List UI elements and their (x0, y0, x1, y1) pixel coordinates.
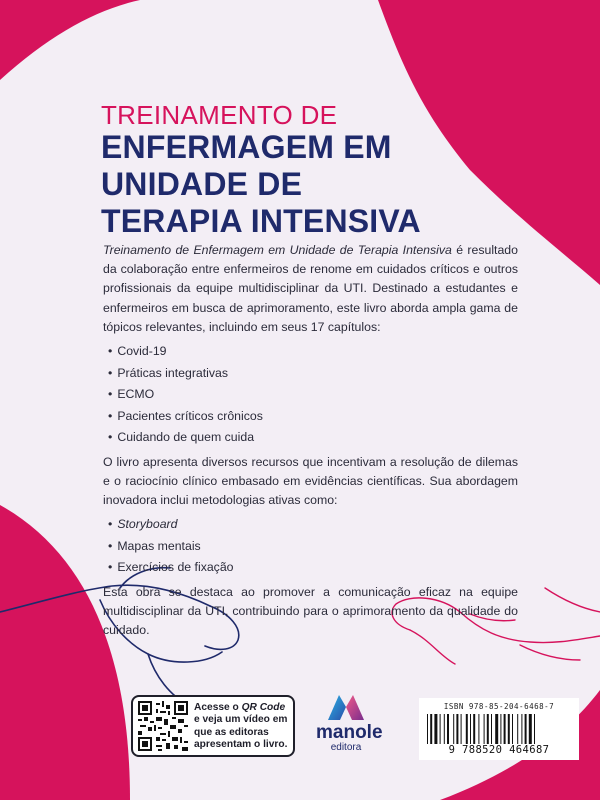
topics-list (103, 341, 518, 449)
list-item: • Mapas mentais (108, 538, 201, 553)
back-cover-text (103, 241, 518, 640)
closing-paragraph: Esta obra se destaca ao promover a comunicação eficaz na equipe multidisciplinar da UTI, contribuindo para o aprimoramento da qualidade do cuidado. (103, 584, 518, 638)
features-paragraph: O livro apresenta diversos recursos que incentivam a resolução de dilemas e o raciocínio clínico embasado em evidências científicas. Sua abordagem inovadora inclui metodologias ativas como: (103, 454, 518, 507)
isbn-number: 9 788520 464687 (448, 744, 550, 756)
qr-code-box (131, 695, 295, 757)
barcode-icon (427, 714, 571, 744)
intro-paragraph (103, 241, 518, 337)
list-item: • ECMO (108, 387, 155, 402)
title-line-3: TERAPIA INTENSIVA (101, 203, 421, 239)
publisher-logo (316, 692, 383, 753)
list-item: • Práticas integrativas (108, 365, 229, 380)
intro-rest: é resultado da colaboração entre enfermeiros de renome em cuidados críticos e outros profissionais da equipe multidisciplinar da UTI. Destinado a estudantes e enfermeiros em busca de aprimoramento, este livro aborda ampla gama de tópicos relevantes, incluindo em seus 17 capítulos: (103, 243, 518, 334)
manole-logo-icon (326, 692, 366, 722)
publisher-subtitle: editora (330, 742, 362, 753)
isbn-barcode (419, 698, 579, 760)
list-item: • Pacientes críticos crônicos (108, 408, 263, 423)
methods-list (103, 514, 518, 579)
intro-italic-title: Treinamento de Enfermagem em Unidade de Terapia Intensiva (103, 243, 452, 257)
list-item: • Covid-19 (108, 344, 167, 359)
qr-code-icon[interactable] (138, 701, 188, 751)
isbn-label: ISBN 978-85-204-6468-7 (443, 702, 555, 711)
title-prefix: TREINAMENTO DE (101, 100, 338, 130)
publisher-name: manole (316, 722, 383, 743)
list-item: • Storyboard (108, 517, 178, 532)
title-line-1: ENFERMAGEM EM (101, 129, 392, 165)
list-item: • Exercícios de fixação (108, 560, 234, 575)
list-item: • Cuidando de quem cuida (108, 430, 255, 445)
qr-instructions: Acesse o QR Code e veja um vídeo em que as editoras apresentam o livro. (194, 702, 288, 750)
title-line-2: UNIDADE DE (101, 166, 303, 202)
book-title (101, 129, 421, 240)
